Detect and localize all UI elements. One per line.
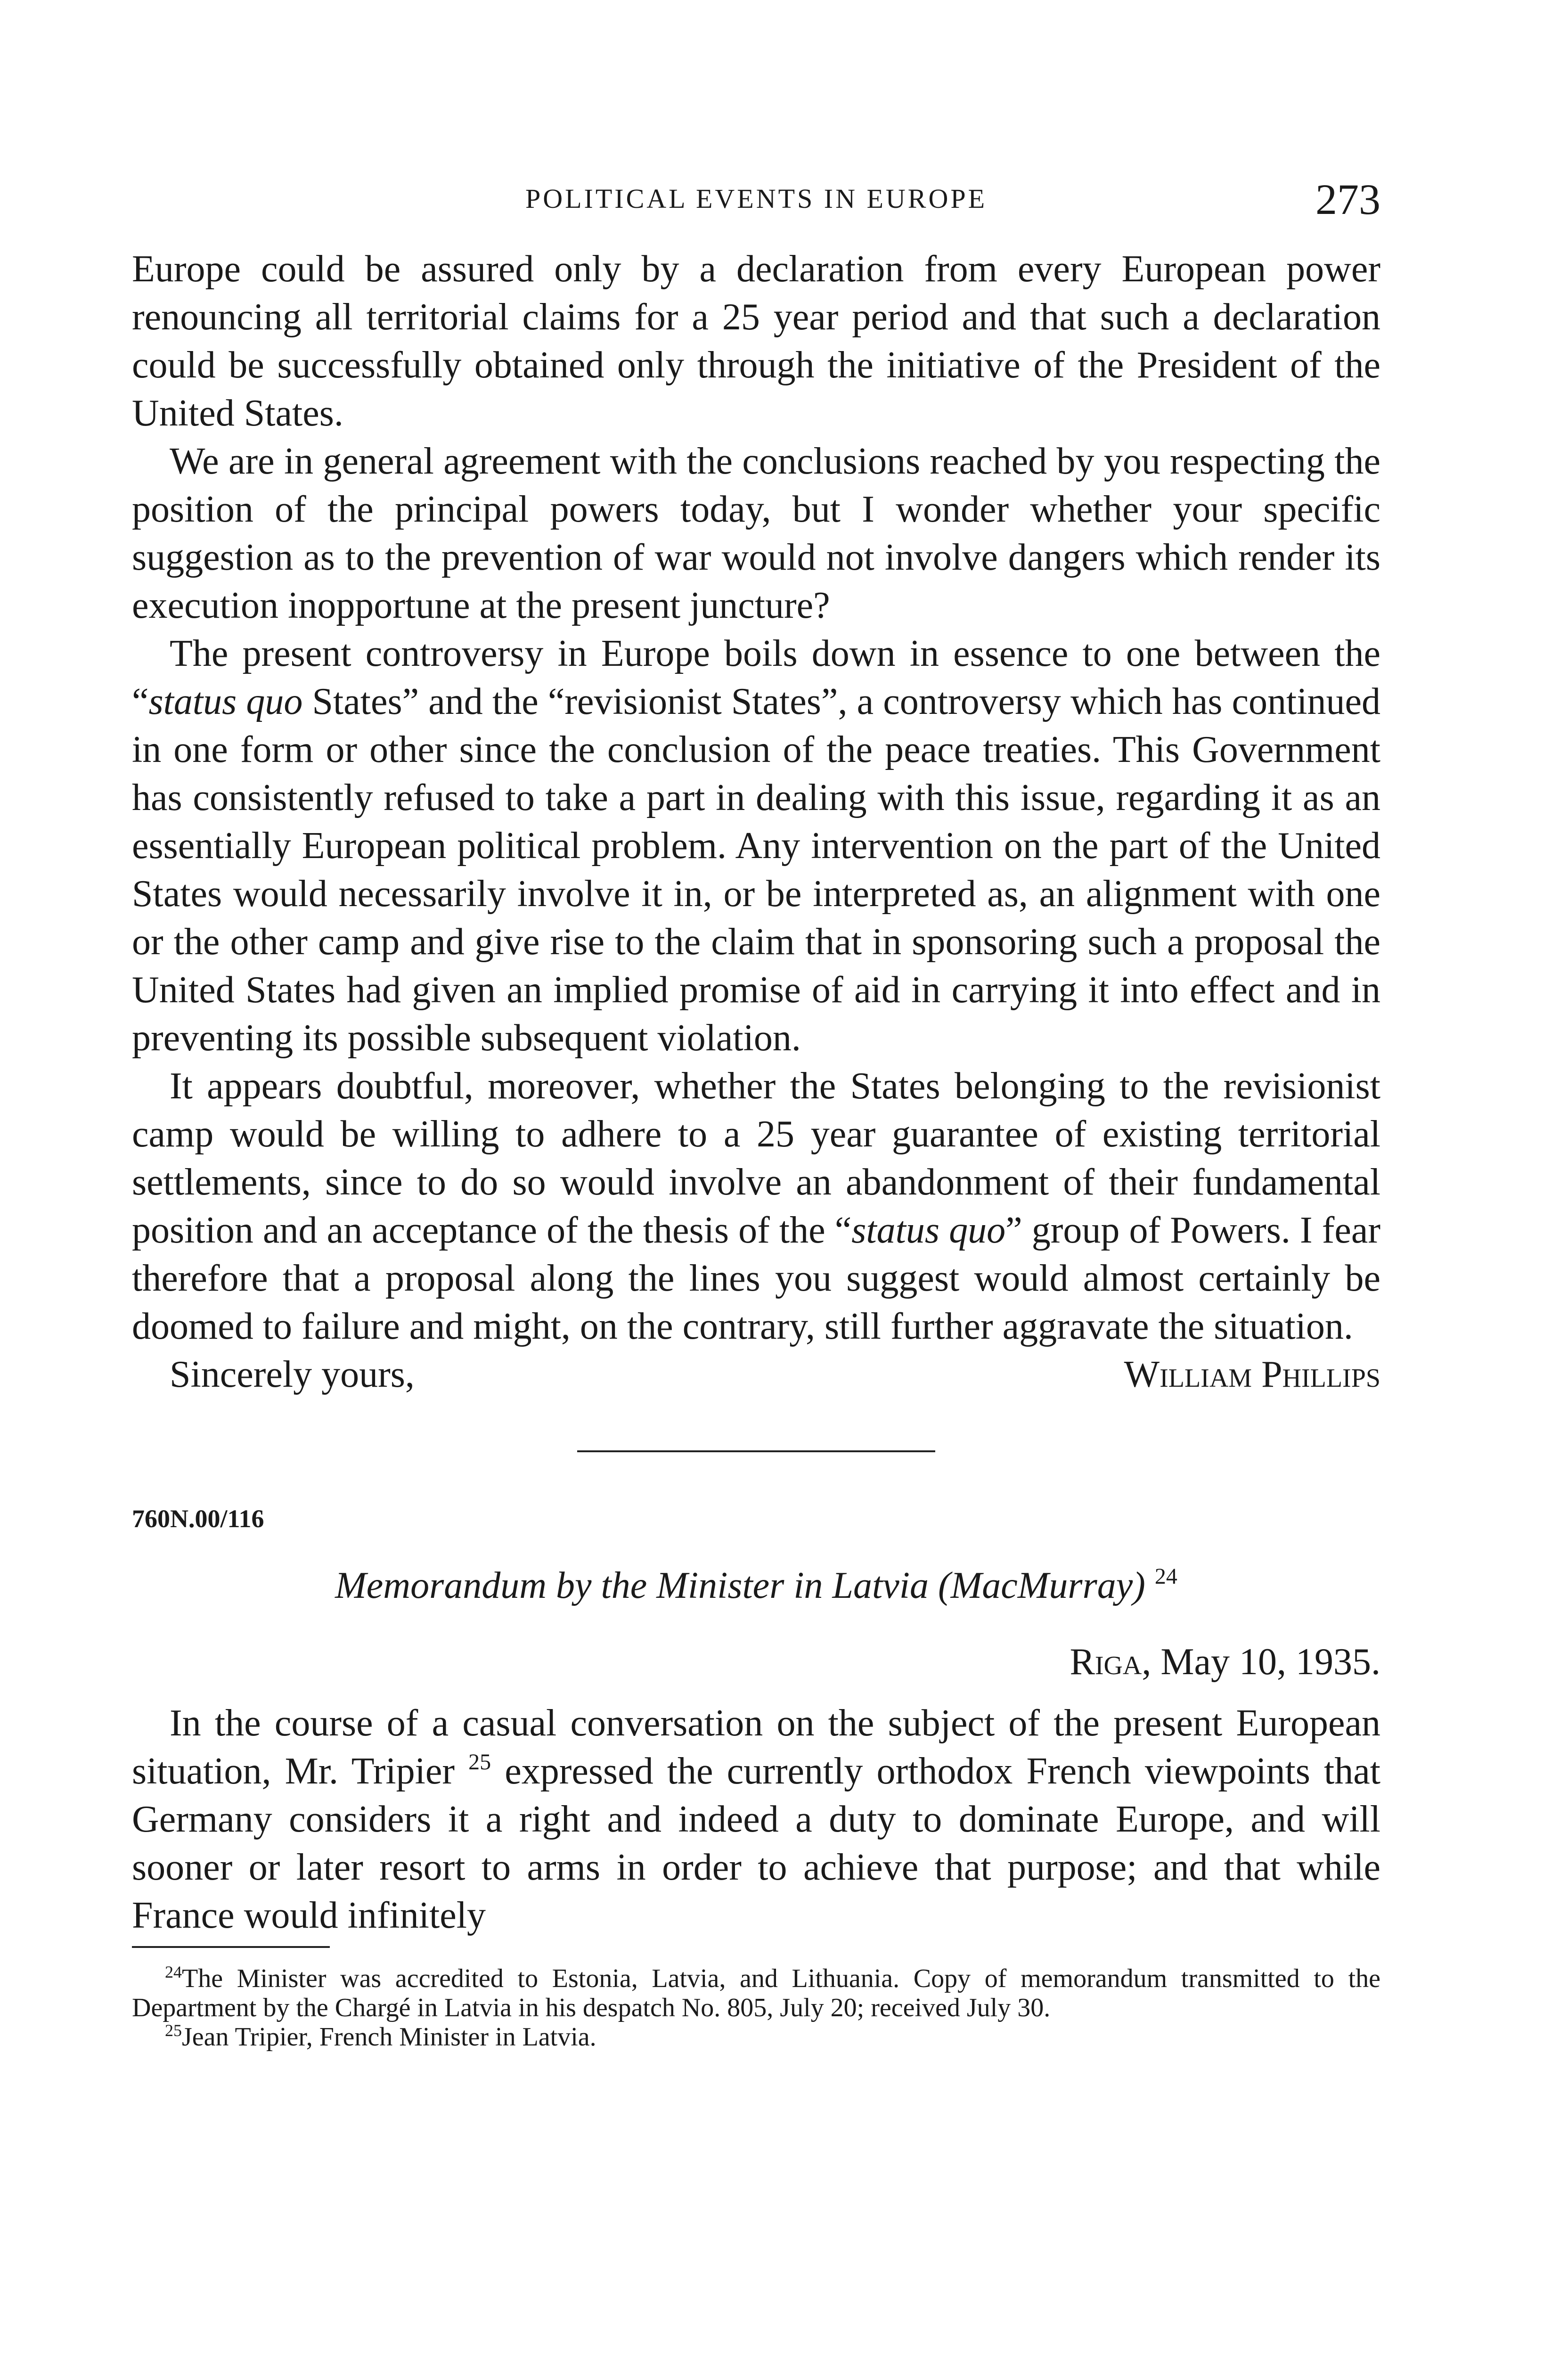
footnote-25: [132, 2022, 1380, 2052]
page-number: 273: [1315, 175, 1380, 223]
letter-paragraph-4: [132, 1062, 1380, 1350]
footnote-text: Jean Tripier, French Minister in Latvia.: [182, 2022, 596, 2052]
footnotes: [132, 1964, 1380, 2052]
document-page: [132, 0, 1380, 2356]
letter-paragraph-3: [132, 630, 1380, 1062]
footnote-24: [132, 1964, 1380, 2022]
footnote-ref: 25: [468, 1750, 491, 1775]
text-run: It appears doubtful, moreover, whether the States belonging to the revisionist camp would be willing to adhere to a 25 year guarantee of existing territorial settlements, since to do so would involve an abandonment of their fundamental position and an acceptance of the thesis of the “: [132, 1065, 1380, 1251]
closing-row: [132, 1350, 1380, 1399]
dateline-date: , May 10, 1935.: [1142, 1641, 1380, 1683]
dateline: [132, 1638, 1380, 1686]
footnote-ref: 24: [1154, 1564, 1177, 1589]
footnote-marker: 24: [165, 1963, 182, 1981]
file-number: 760N.00/116: [132, 1505, 264, 1533]
running-head: POLITICAL EVENTS IN EUROPE: [525, 183, 988, 214]
letter-paragraph-1: Europe could be assured only by a declaration from every European power renouncing all territorial claims for a 25 year period and that such a declaration could be successfully obtained only through the initiative of the President of the United States.: [132, 248, 1380, 434]
section-divider: [577, 1450, 935, 1452]
text-run: ” group of Powers. I fear therefore that a proposal along the lines you suggest would almost certainly be doomed to failure and might, on the contrary, still further aggravate the situation.: [132, 1210, 1381, 1347]
footnote-marker: 25: [165, 2021, 182, 2040]
dateline-place: Riga: [1070, 1641, 1142, 1683]
page-header: [132, 174, 1380, 226]
memo-title: [132, 1562, 1380, 1610]
italic-term: status quo: [148, 681, 303, 722]
text-run: The present controversy in Europe boils down in essence to one between the “: [132, 633, 1380, 722]
italic-term: status quo: [851, 1210, 1006, 1251]
memo-paragraph-1: [132, 1699, 1380, 1939]
body-text: [132, 245, 1380, 2052]
complimentary-close: Sincerely yours,: [170, 1354, 415, 1395]
footnote-rule: [132, 1946, 330, 1948]
memo-title-text: Memorandum by the Minister in Latvia (MacMurray): [335, 1565, 1145, 1606]
signature: William Phillips: [1124, 1354, 1380, 1395]
text-run: In the course of a casual conversation on the subject of the present European situation, Mr. Tripier: [132, 1702, 1380, 1792]
text-run: expressed the currently orthodox French viewpoints that Germany considers it a right and indeed a duty to dominate Europe, and will sooner or later resort to arms in order to achieve that purpose; and that while France would infinitely: [132, 1751, 1380, 1936]
footnote-text: The Minister was accredited to Estonia, Latvia, and Lithuania. Copy of memorandum transmitted to the Department by the Chargé in Latvia in his despatch No. 805, July 20; received July 30.: [132, 1964, 1380, 2022]
text-run: States” and the “revisionist States”, a controversy which has continued in one form or other since the conclusion of the peace treaties. This Government has consistently refused to take a part in dealing with this issue, regarding it as an essentially European political problem. Any intervention on the part of the United States would necessarily involve it in, or be interpreted as, an alignment with one or the other camp and give rise to the claim that in sponsoring such a proposal the United States had given an implied promise of aid in carrying it into effect and in preventing its possible subsequent violation.: [132, 681, 1380, 1059]
letter-paragraph-2: We are in general agreement with the conclusions reached by you respecting the position of the principal powers today, but I wonder whether your specific suggestion as to the prevention of war would not involve dangers which render its execution inopportune at the present juncture?: [132, 441, 1380, 626]
